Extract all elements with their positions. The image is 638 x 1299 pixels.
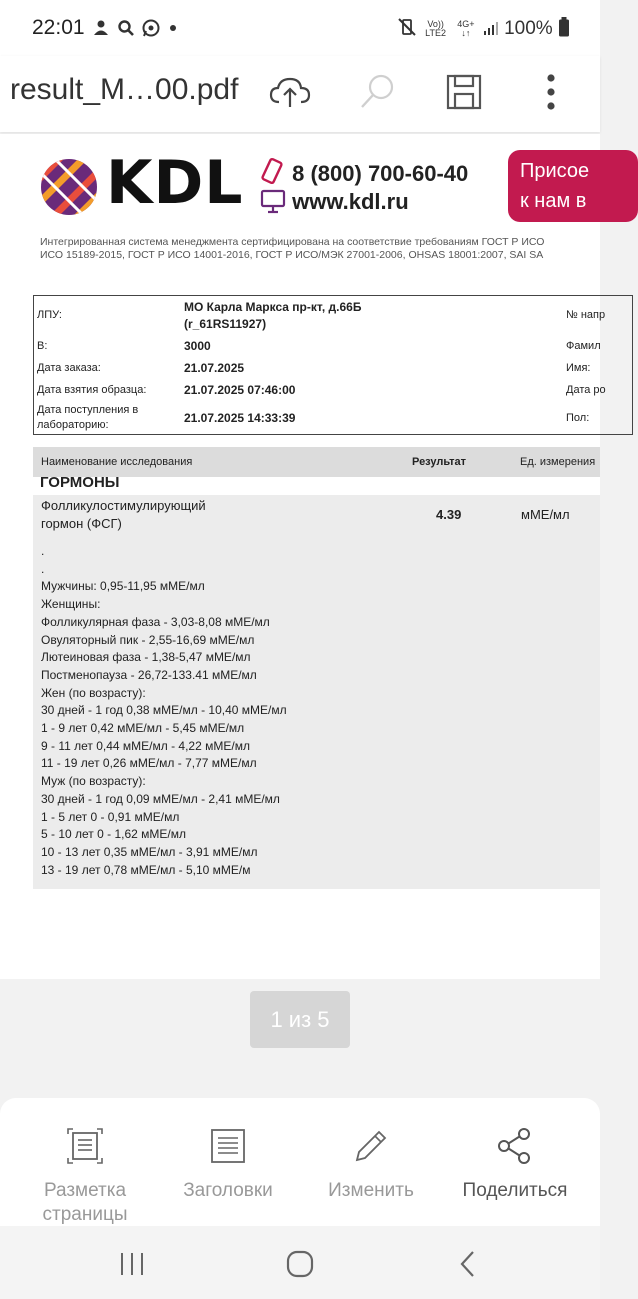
system-navigation-bar	[0, 1226, 600, 1299]
header-test-name: Наименование исследования	[41, 456, 193, 468]
promo-line-2: к нам в	[520, 190, 587, 212]
v-label: В:	[37, 340, 48, 352]
edit-button[interactable]	[311, 1126, 431, 1203]
right-label-sex: Пол:	[566, 412, 590, 424]
search-icon	[117, 19, 135, 37]
upload-button[interactable]	[266, 68, 314, 116]
ref-line: Овуляторный пик - 2,55-16,69 мМЕ/мл	[41, 632, 255, 647]
page-indicator: 1 из 5	[250, 991, 350, 1048]
whatsapp-icon	[141, 18, 161, 38]
status-right	[397, 17, 570, 40]
page-layout-button[interactable]	[25, 1126, 145, 1227]
search-button[interactable]	[353, 68, 401, 116]
contact-website	[260, 188, 409, 215]
v-value: 3000	[184, 339, 211, 353]
promo-line-1: Присое	[520, 160, 590, 182]
lpu-value-2: (r_61RS11927)	[184, 317, 267, 331]
test-name-line-2: гормон (ФСГ)	[41, 516, 122, 531]
edit-label: Изменить	[328, 1180, 414, 1201]
contact-phone	[260, 158, 468, 187]
lpu-label: ЛПУ:	[37, 309, 62, 321]
right-label-surname: Фамил	[566, 340, 601, 352]
sample-date-value: 21.07.2025 07:46:00	[184, 383, 296, 397]
phone-number: 8 (800) 700-60-40	[292, 161, 469, 186]
header-unit: Ед. измерения	[520, 456, 596, 468]
volte-indicator: Vo)) LTE2	[425, 18, 446, 38]
cloud-upload-icon	[268, 75, 312, 109]
dot-icon	[168, 23, 178, 33]
test-name	[41, 497, 206, 533]
share-label: Поделиться	[462, 1180, 568, 1201]
pdf-page[interactable]	[0, 134, 606, 979]
app-bar	[0, 56, 600, 132]
ref-line: 30 дней - 1 год 0,38 мМЕ/мл - 10,40 мМЕ/мл	[41, 703, 287, 718]
brand-name: KDL	[106, 148, 244, 218]
headings-label: Заголовки	[183, 1180, 273, 1201]
battery-icon	[558, 17, 570, 37]
ref-line: Постменопауза - 26,72-133.41 мМЕ/мл	[41, 667, 257, 682]
patient-info-table	[33, 295, 633, 435]
ref-line: Муж (по возрасту):	[41, 774, 146, 789]
header-result: Результат	[412, 456, 467, 468]
ref-line: 9 - 11 лет 0,44 мМЕ/мл - 4,22 мМЕ/мл	[41, 738, 250, 753]
signal-icon	[483, 20, 499, 36]
ref-line: Женщины:	[41, 597, 101, 612]
ref-line: .	[41, 544, 45, 558]
home-button[interactable]	[270, 1244, 330, 1284]
certification-text	[40, 236, 610, 262]
vibrate-mute-icon	[397, 18, 417, 36]
back-button[interactable]	[438, 1244, 498, 1284]
save-button[interactable]	[440, 68, 488, 116]
document-title: result_M…00.pdf	[10, 73, 239, 106]
right-label-referral: № напр	[566, 309, 606, 321]
save-icon	[445, 73, 483, 111]
more-vert-icon	[546, 74, 556, 110]
ref-line: Жен (по возрасту):	[41, 685, 146, 700]
page-layout-label: Разметка страницы	[42, 1180, 128, 1225]
ref-line: Фолликулярная фаза - 3,03-8,08 мМЕ/мл	[41, 614, 270, 629]
order-date-value: 21.07.2025	[184, 361, 245, 375]
status-bar	[0, 0, 600, 56]
cert-line-1: Интегрированная система менеджмента сертифицирована на соответствие требованиям ГОСТ Р ИСО	[40, 236, 545, 248]
4g-indicator: 4G+ ↓↑	[457, 18, 475, 38]
kdl-logo-icon	[40, 158, 98, 216]
received-label-1: Дата поступления в	[37, 404, 139, 416]
sample-date-label: Дата взятия образца:	[37, 384, 147, 396]
promo-banner[interactable]	[508, 150, 638, 222]
share-button[interactable]	[455, 1126, 575, 1203]
recent-apps-button[interactable]	[102, 1244, 162, 1284]
ref-line: 30 дней - 1 год 0,09 мМЕ/мл - 2,41 мМЕ/мл	[41, 791, 280, 806]
monitor-icon	[260, 188, 286, 214]
search-icon	[357, 72, 397, 112]
battery-percent: 100%	[504, 18, 553, 39]
ref-line: Мужчины: 0,95-11,95 мМЕ/мл	[41, 579, 205, 594]
ref-line: 1 - 5 лет 0 - 0,91 мМЕ/мл	[41, 809, 180, 824]
ref-line: 1 - 9 лет 0,42 мМЕ/мл - 5,45 мМЕ/мл	[41, 721, 245, 736]
ref-line: .	[41, 561, 45, 576]
recent-apps-icon	[117, 1249, 147, 1279]
ref-line: 10 - 13 лет 0,35 мМЕ/мл - 3,91 мМЕ/мл	[41, 844, 258, 859]
headings-button[interactable]	[168, 1126, 288, 1203]
order-date-label: Дата заказа:	[37, 362, 101, 374]
share-icon	[495, 1126, 535, 1166]
lpu-value-1: МО Карла Маркса пр-кт, д.66Б	[184, 300, 362, 314]
test-unit: мМЕ/мл	[521, 507, 570, 522]
received-value: 21.07.2025 14:33:39	[184, 411, 296, 425]
bottom-action-bar	[0, 1098, 600, 1226]
pencil-icon	[351, 1126, 391, 1166]
test-result: 4.39	[436, 507, 462, 522]
back-icon	[453, 1249, 483, 1279]
ref-line: Лютеиновая фаза - 1,38-5,47 мМЕ/мл	[41, 650, 251, 665]
more-options-button[interactable]	[527, 68, 575, 116]
cert-line-2: ИСО 15189-2015, ГОСТ Р ИСО 14001-2016, ГОСТ Р ИСО/МЭК 27001-2006, OHSAS 18001:2007, SAI SA	[40, 249, 544, 261]
right-label-name: Имя:	[566, 362, 591, 374]
status-notification-icons	[92, 18, 178, 39]
section-title: ГОРМОНЫ	[40, 474, 120, 491]
page-layout-icon	[65, 1126, 105, 1166]
status-time: 22:01	[32, 16, 85, 39]
right-label-birthdate: Дата ро	[566, 384, 606, 396]
test-name-line-1: Фолликулостимулирующий	[41, 498, 206, 513]
home-icon	[285, 1249, 315, 1279]
website-url: www.kdl.ru	[292, 189, 409, 214]
person-icon	[92, 19, 110, 37]
ref-line: 5 - 10 лет 0 - 1,62 мМЕ/мл	[41, 827, 186, 842]
phone-icon	[260, 158, 286, 186]
ref-line: 11 - 19 лет 0,26 мМЕ/мл - 7,77 мМЕ/мл	[41, 756, 257, 771]
received-label-2: лабораторию:	[37, 419, 109, 431]
headings-icon	[208, 1126, 248, 1166]
reference-ranges	[41, 543, 287, 879]
ref-line: 13 - 19 лет 0,78 мМЕ/мл - 5,10 мМЕ/м	[41, 862, 251, 877]
results-table-header	[33, 447, 600, 477]
